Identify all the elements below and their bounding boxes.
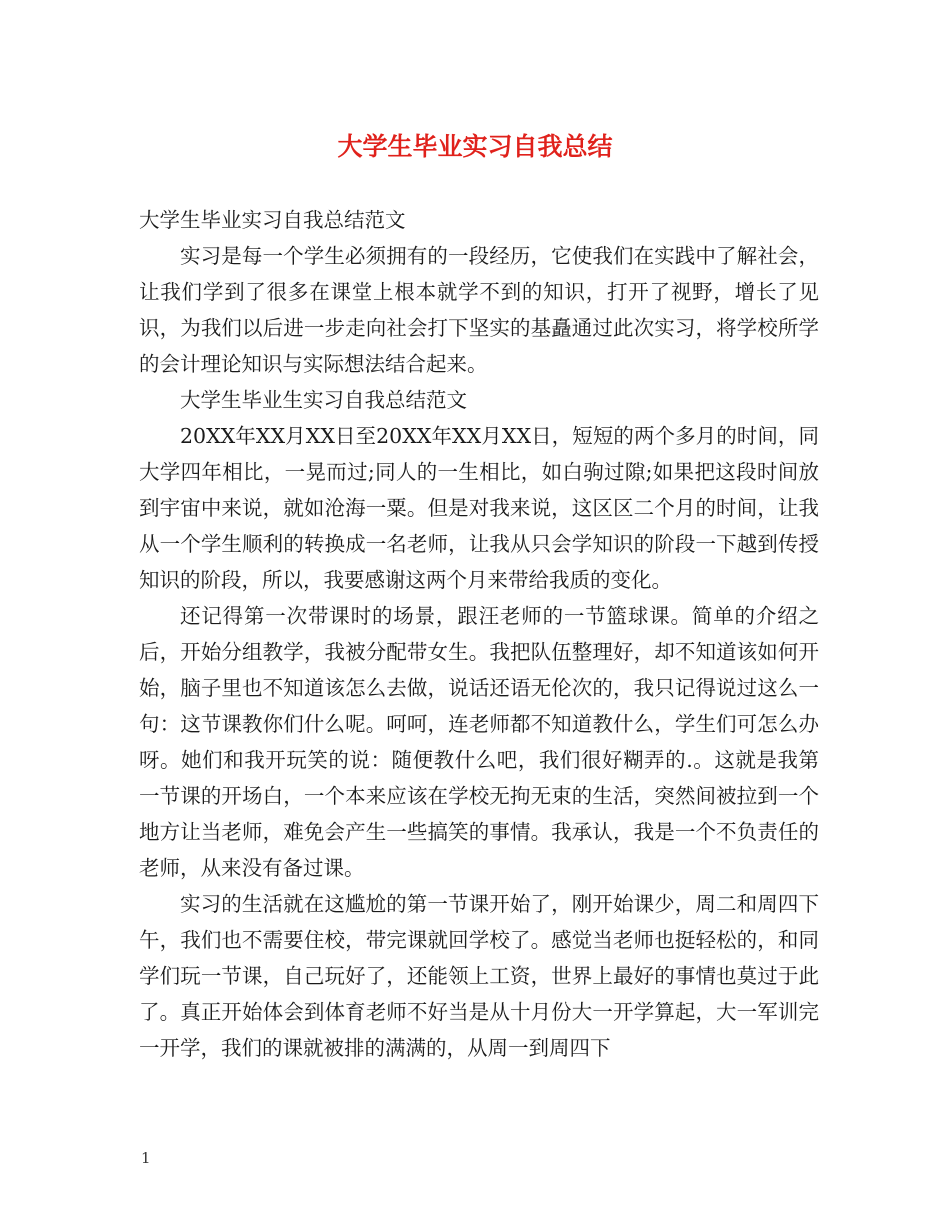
body-paragraph: 实习的生活就在这尴尬的第一节课开始了，刚开始课少，周二和周四下午，我们也不需要住校，带完课就回学校了。感觉当老师也挺轻松的，和同学们玩一节课，自己玩好了，还能领上工资，世界上最好的事情也莫过于此了。真正开始体会到体育老师不好当是从十月份大一开学算起，大一军训完一开学，我们的课就被排的满满的，从周一到周四下	[139, 892, 819, 1060]
page-number: 1	[141, 1149, 151, 1167]
section-heading-paragraph: 大学生毕业生实习自我总结范文	[180, 388, 467, 412]
body-paragraph: 实习是每一个学生必须拥有的一段经历，它使我们在实践中了解社会，让我们学到了很多在课堂上根本就学不到的知识，打开了视野，增长了见识，为我们以后进一步走向社会打下坚实的基矗通过此次实习，将学校所学的会计理论知识与实际想法结合起来。	[139, 244, 819, 376]
document-body	[139, 202, 819, 1066]
document-title: 大学生毕业实习自我总结	[337, 132, 613, 161]
subtitle-paragraph: 大学生毕业实习自我总结范文	[139, 208, 406, 232]
body-paragraph: 还记得第一次带课时的场景，跟汪老师的一节篮球课。简单的介绍之后，开始分组教学，我被分配带女生。我把队伍整理好，却不知道该如何开始，脑子里也不知道该怎么去做，说话还语无伦次的，我只记得说过这么一句：这节课教你们什么呢。呵呵，连老师都不知道教什么，学生们可怎么办呀。她们和我开玩笑的说：随便教什么吧，我们很好糊弄的.。这就是我第一节课的开场白，一个本来应该在学校无拘无束的生活，突然间被拉到一个地方让当老师，难免会产生一些搞笑的事情。我承认，我是一个不负责任的老师，从来没有备过课。	[139, 604, 819, 880]
body-paragraph: 20XX年XX月XX日至20XX年XX月XX日，短短的两个多月的时间，同大学四年相比，一晃而过;同人的一生相比，如白驹过隙;如果把这段时间放到宇宙中来说，就如沧海一粟。但是对我来说，这区区二个月的时间，让我从一个学生顺利的转换成一名老师，让我从只会学知识的阶段一下越到传授知识的阶段，所以，我要感谢这两个月来带给我质的变化。	[139, 424, 819, 592]
